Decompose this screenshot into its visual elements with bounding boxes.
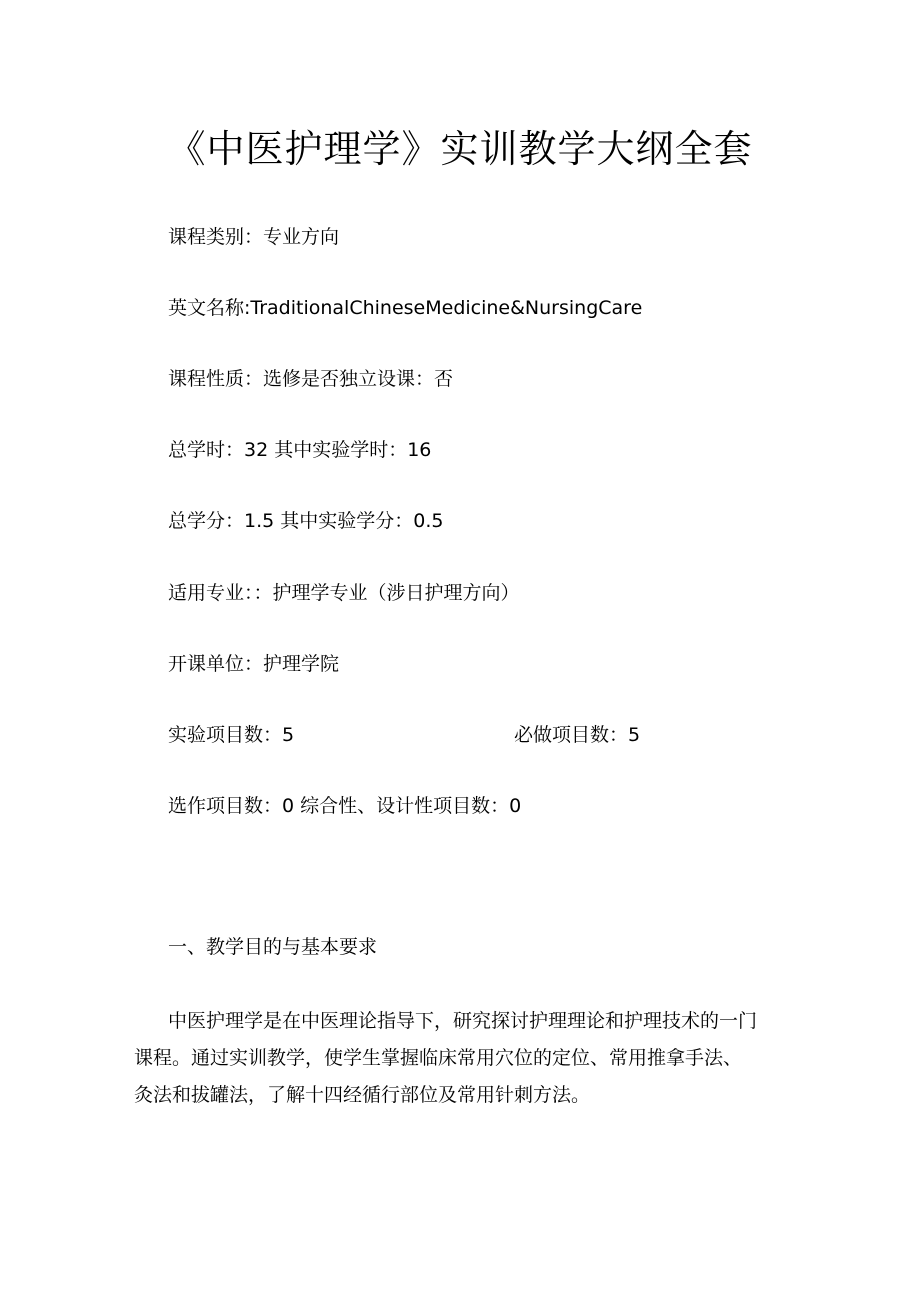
course-category-line: 课程类别：专业方向 [168, 226, 340, 248]
course-nature-line: 课程性质：选修是否独立设课：否 [168, 368, 454, 390]
required-count-line: 必做项目数：5 [514, 724, 641, 746]
paragraph-line: 中医护理学是在中医理论指导下，研究探讨护理理论和护理技术的一门 [168, 1010, 758, 1032]
document-title: 《中医护理学》实训教学大纲全套 [167, 127, 753, 171]
section-heading: 一、教学目的与基本要求 [168, 936, 378, 958]
department-line: 开课单位：护理学院 [168, 653, 340, 675]
elective-count-line: 选作项目数：0 综合性、设计性项目数：0 [168, 795, 522, 817]
english-name-line: 英文名称:TraditionalChineseMedicine&NursingCare [168, 297, 643, 319]
total-hours-line: 总学时：32 其中实验学时：16 [168, 439, 432, 461]
section-paragraph [134, 1003, 794, 1114]
applicable-major-line: 适用专业：：护理学专业（涉日护理方向） [168, 582, 520, 604]
experiment-count-line: 实验项目数：5 [168, 724, 295, 746]
paragraph-line: 灸法和拔罐法，了解十四经循行部位及常用针刺方法。 [134, 1084, 591, 1106]
total-credits-line: 总学分：1.5 其中实验学分：0.5 [168, 510, 444, 532]
paragraph-line: 课程。通过实训教学，使学生掌握临床常用穴位的定位、常用推拿手法、 [134, 1047, 743, 1069]
